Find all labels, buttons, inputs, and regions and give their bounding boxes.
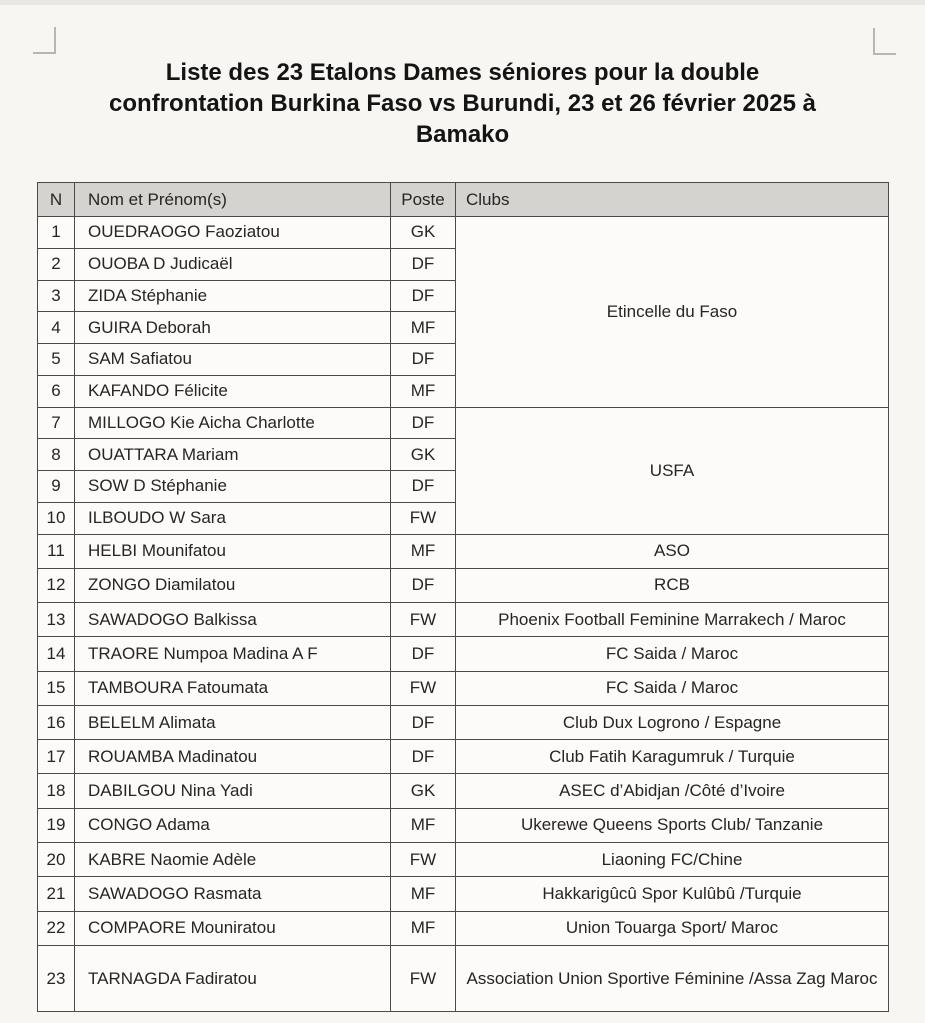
player-name: KABRE Naomie Adèle bbox=[75, 843, 391, 877]
player-position: MF bbox=[391, 534, 456, 568]
club-cell-merged: Etincelle du Faso bbox=[456, 217, 889, 408]
club-cell: FC Saida / Maroc bbox=[456, 671, 889, 705]
col-header-poste: Poste bbox=[391, 183, 456, 217]
player-position: DF bbox=[391, 568, 456, 602]
page-title-line-3: Bamako bbox=[415, 121, 510, 148]
player-position: FW bbox=[391, 603, 456, 637]
row-number: 17 bbox=[38, 740, 75, 774]
row-number: 8 bbox=[38, 439, 75, 471]
row-number: 6 bbox=[38, 375, 75, 407]
table-row bbox=[38, 671, 889, 705]
table-row bbox=[38, 534, 889, 568]
table-row bbox=[38, 808, 889, 842]
row-number: 22 bbox=[38, 911, 75, 945]
player-position: GK bbox=[391, 774, 456, 808]
player-name: BELELM Alimata bbox=[75, 705, 391, 739]
player-position: FW bbox=[391, 671, 456, 705]
player-name: ROUAMBA Madinatou bbox=[75, 740, 391, 774]
margin-corner-mark-right bbox=[873, 28, 896, 55]
margin-corner-mark-left bbox=[33, 27, 56, 54]
row-number: 13 bbox=[38, 603, 75, 637]
club-cell: FC Saida / Maroc bbox=[456, 637, 889, 671]
players-table bbox=[37, 182, 889, 1012]
row-number: 4 bbox=[38, 312, 75, 344]
club-cell: Liaoning FC/Chine bbox=[456, 843, 889, 877]
table-row bbox=[38, 774, 889, 808]
player-name: SAWADOGO Balkissa bbox=[75, 603, 391, 637]
club-cell: Association Union Sportive Féminine /Assa Zag Maroc bbox=[456, 946, 889, 1012]
club-cell: ASO bbox=[456, 534, 889, 568]
player-position: DF bbox=[391, 280, 456, 312]
row-number: 23 bbox=[38, 946, 75, 1012]
player-name: COMPAORE Mouniratou bbox=[75, 911, 391, 945]
player-name: ZONGO Diamilatou bbox=[75, 568, 391, 602]
player-name: TARNAGDA Fadiratou bbox=[75, 946, 391, 1012]
player-name: KAFANDO Félicite bbox=[75, 375, 391, 407]
player-name: DABILGOU Nina Yadi bbox=[75, 774, 391, 808]
player-name: SAWADOGO Rasmata bbox=[75, 877, 391, 911]
player-name: SAM Safiatou bbox=[75, 344, 391, 376]
row-number: 16 bbox=[38, 705, 75, 739]
table-row bbox=[38, 603, 889, 637]
row-number: 2 bbox=[38, 248, 75, 280]
table-row bbox=[38, 877, 889, 911]
club-cell: Ukerewe Queens Sports Club/ Tanzanie bbox=[456, 808, 889, 842]
player-name: TRAORE Numpoa Madina A F bbox=[75, 637, 391, 671]
row-number: 12 bbox=[38, 568, 75, 602]
table-row bbox=[38, 705, 889, 739]
player-position: MF bbox=[391, 375, 456, 407]
col-header-n: N bbox=[38, 183, 75, 217]
row-number: 21 bbox=[38, 877, 75, 911]
club-cell: RCB bbox=[456, 568, 889, 602]
player-name: MILLOGO Kie Aicha Charlotte bbox=[75, 407, 391, 439]
table-row bbox=[38, 407, 889, 439]
player-position: DF bbox=[391, 705, 456, 739]
row-number: 5 bbox=[38, 344, 75, 376]
table-row bbox=[38, 911, 889, 945]
player-position: MF bbox=[391, 877, 456, 911]
row-number: 10 bbox=[38, 502, 75, 534]
row-number: 11 bbox=[38, 534, 75, 568]
player-position: MF bbox=[391, 911, 456, 945]
club-cell: Club Dux Logrono / Espagne bbox=[456, 705, 889, 739]
table-row bbox=[38, 568, 889, 602]
col-header-name: Nom et Prénom(s) bbox=[75, 183, 391, 217]
player-position: DF bbox=[391, 637, 456, 671]
player-position: FW bbox=[391, 843, 456, 877]
player-name: OUEDRAOGO Faoziatou bbox=[75, 217, 391, 249]
club-cell: Hakkarigûcû Spor Kulûbû /Turquie bbox=[456, 877, 889, 911]
player-position: MF bbox=[391, 312, 456, 344]
row-number: 20 bbox=[38, 843, 75, 877]
page-title bbox=[0, 57, 925, 150]
player-position: DF bbox=[391, 471, 456, 503]
row-number: 19 bbox=[38, 808, 75, 842]
player-position: GK bbox=[391, 439, 456, 471]
player-name: ILBOUDO W Sara bbox=[75, 502, 391, 534]
club-cell: Phoenix Football Feminine Marrakech / Maroc bbox=[456, 603, 889, 637]
player-position: MF bbox=[391, 808, 456, 842]
row-number: 1 bbox=[38, 217, 75, 249]
table-row bbox=[38, 637, 889, 671]
row-number: 3 bbox=[38, 280, 75, 312]
table-row bbox=[38, 740, 889, 774]
player-name: OUOBA D Judicaël bbox=[75, 248, 391, 280]
table-row bbox=[38, 946, 889, 1012]
player-position: FW bbox=[391, 946, 456, 1012]
player-name: SOW D Stéphanie bbox=[75, 471, 391, 503]
page-title-line-1: Liste des 23 Etalons Dames séniores pour la double bbox=[165, 59, 760, 86]
table-row bbox=[38, 843, 889, 877]
player-position: DF bbox=[391, 248, 456, 280]
player-position: FW bbox=[391, 502, 456, 534]
player-position: DF bbox=[391, 407, 456, 439]
col-header-clubs: Clubs bbox=[456, 183, 889, 217]
player-name: OUATTARA Mariam bbox=[75, 439, 391, 471]
player-position: DF bbox=[391, 344, 456, 376]
table-header-row bbox=[38, 183, 889, 217]
player-position: DF bbox=[391, 740, 456, 774]
player-position: GK bbox=[391, 217, 456, 249]
row-number: 9 bbox=[38, 471, 75, 503]
player-name: GUIRA Deborah bbox=[75, 312, 391, 344]
row-number: 14 bbox=[38, 637, 75, 671]
row-number: 18 bbox=[38, 774, 75, 808]
player-name: CONGO Adama bbox=[75, 808, 391, 842]
row-number: 7 bbox=[38, 407, 75, 439]
club-cell: Club Fatih Karagumruk / Turquie bbox=[456, 740, 889, 774]
club-cell: ASEC d’Abidjan /Côté d’Ivoire bbox=[456, 774, 889, 808]
page-title-line-2: confrontation Burkina Faso vs Burundi, 23 et 26 février 2025 à bbox=[109, 90, 816, 117]
club-cell: Union Touarga Sport/ Maroc bbox=[456, 911, 889, 945]
row-number: 15 bbox=[38, 671, 75, 705]
table-row bbox=[38, 217, 889, 249]
player-name: ZIDA Stéphanie bbox=[75, 280, 391, 312]
page-top-edge bbox=[0, 0, 925, 5]
player-name: TAMBOURA Fatoumata bbox=[75, 671, 391, 705]
club-cell-merged: USFA bbox=[456, 407, 889, 534]
player-name: HELBI Mounifatou bbox=[75, 534, 391, 568]
